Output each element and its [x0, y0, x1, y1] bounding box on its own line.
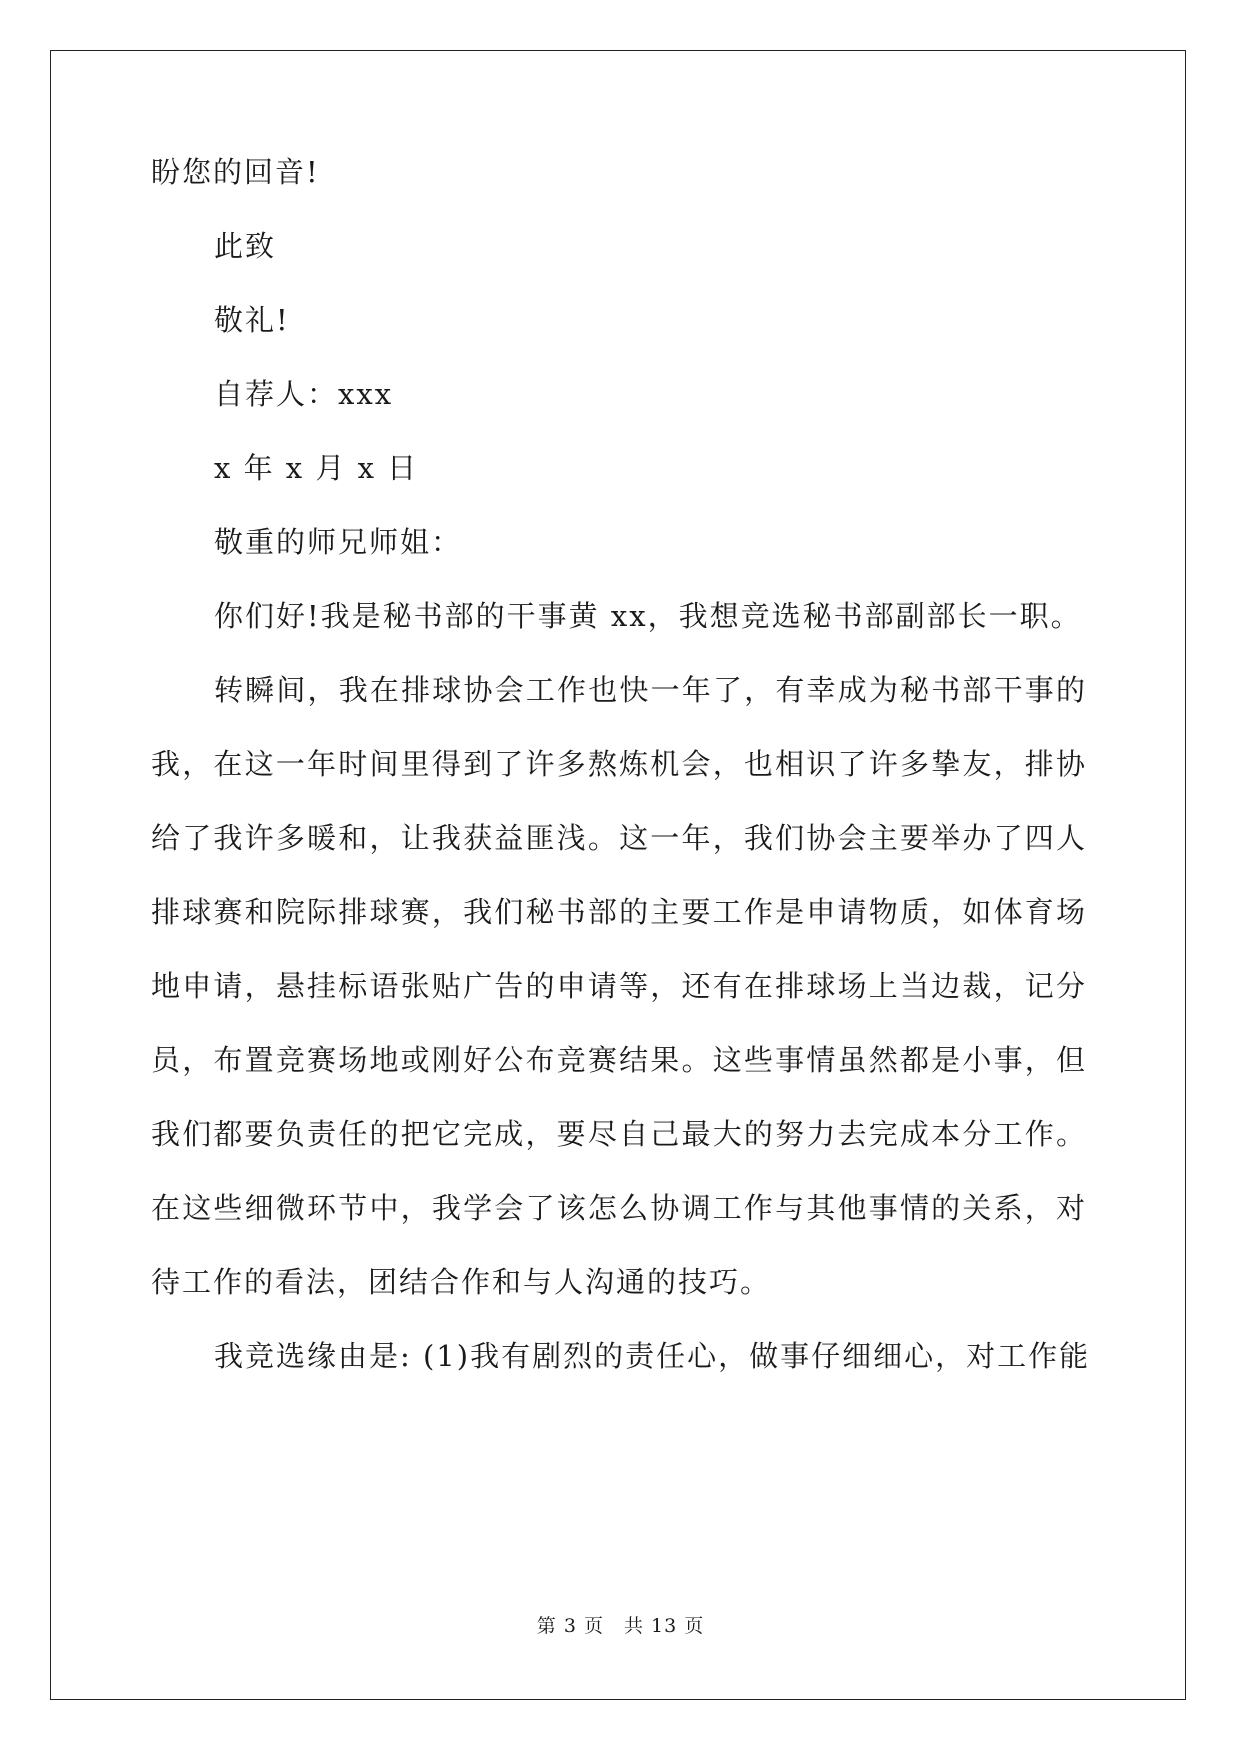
page-number: 第 3 页 共 13 页	[536, 1615, 705, 1637]
text-line: 你们好!我是秘书部的干事黄 xx，我想竞选秘书部副部长一职。	[214, 599, 1082, 633]
text-line: 给了我许多暖和，让我获益匪浅。这一年，我们协会主要举办了四人	[151, 821, 1087, 855]
text-line: x 年 x 月 x 日	[214, 451, 419, 485]
text-line: 我们都要负责任的把它完成，要尽自己最大的努力去完成本分工作。	[151, 1117, 1087, 1151]
page-border	[50, 50, 1186, 1700]
text-line: 盼您的回音!	[151, 155, 320, 189]
text-line: 此致	[214, 229, 277, 263]
text-line: 敬重的师兄师姐：	[214, 525, 463, 559]
text-line: 自荐人：xxx	[214, 377, 394, 411]
text-line: 排球赛和院际排球赛，我们秘书部的主要工作是申请物质，如体育场	[151, 895, 1087, 929]
text-line: 员，布置竞赛场地或刚好公布竞赛结果。这些事情虽然都是小事，但	[151, 1043, 1087, 1077]
text-line: 敬礼!	[214, 303, 290, 337]
text-line: 我，在这一年时间里得到了许多熬炼机会，也相识了许多挚友，排协	[151, 747, 1087, 781]
text-line: 地申请，悬挂标语张贴广告的申请等，还有在排球场上当边裁，记分	[151, 969, 1087, 1003]
text-line: 转瞬间，我在排球协会工作也快一年了，有幸成为秘书部干事的	[214, 673, 1087, 707]
text-line: 我竞选缘由是: (1)我有剧烈的责任心，做事仔细细心，对工作能	[214, 1339, 1091, 1373]
text-line: 待工作的看法，团结合作和与人沟通的技巧。	[151, 1265, 772, 1299]
text-line: 在这些细微环节中，我学会了该怎么协调工作与其他事情的关系，对	[151, 1191, 1087, 1225]
